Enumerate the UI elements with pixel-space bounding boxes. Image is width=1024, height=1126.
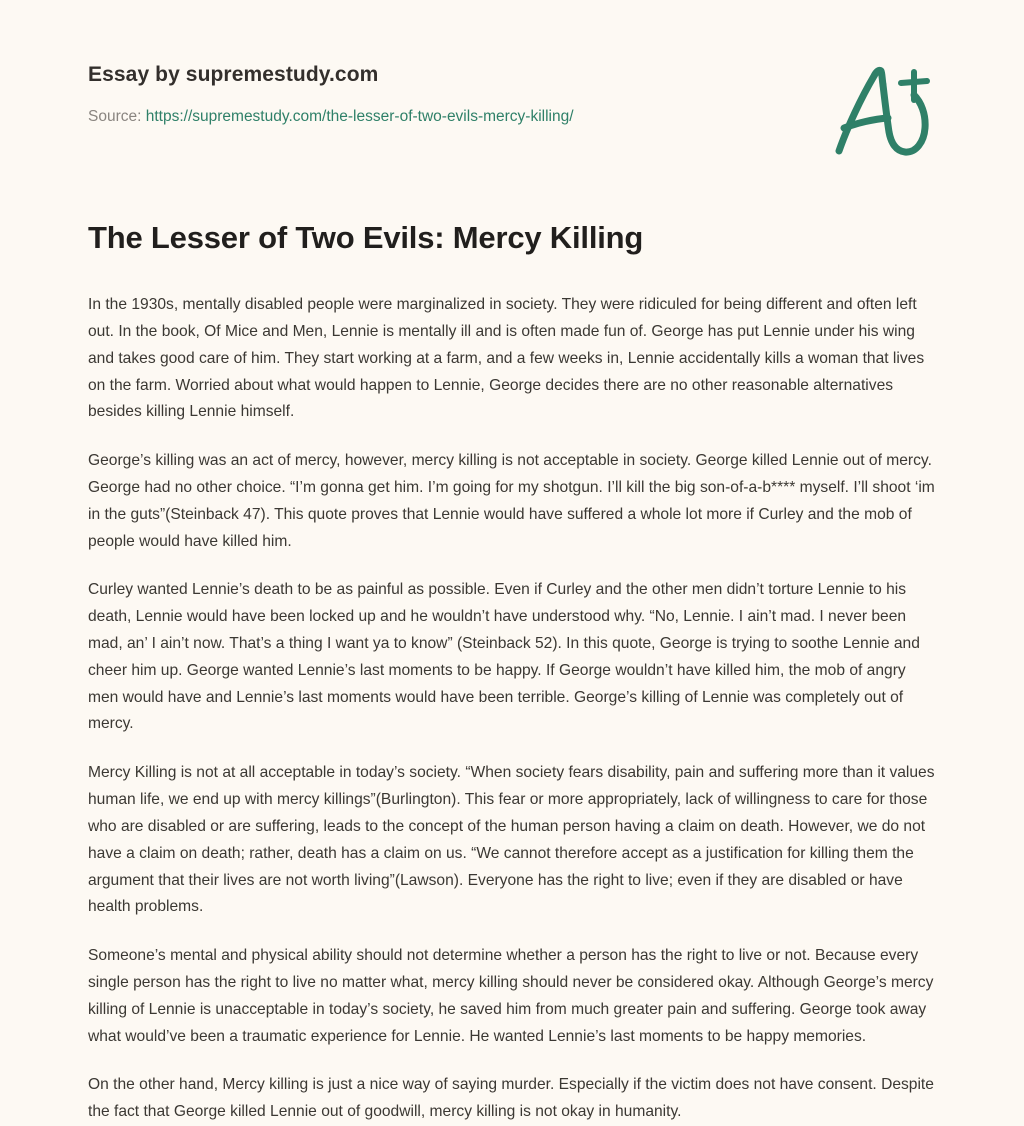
paragraph: On the other hand, Mercy killing is just a nice way of saying murder. Especially if the victim does not have consent. Despite the fact that George killed Lennie out of goodwill, mercy killing is not okay in humanity. [88, 1076, 934, 1121]
page-title: The Lesser of Two Evils: Mercy Killing [88, 220, 644, 256]
essay-attribution: Essay by supremestudy.com [88, 63, 379, 86]
source-url-link[interactable]: https://supremestudy.com/the-lesser-of-two-evils-mercy-killing/ [145, 108, 574, 126]
paragraph: Curley wanted Lennie’s death to be as painful as possible. Even if Curley and the other men didn’t torture Lennie to his death, Lennie would have been locked up and he wouldn’t have understood why. “No, Lennie. I ain’t mad. I never been mad, an’ I ain’t now. That’s a thing I want ya to know” (Steinback 52). In this quote, George is trying to soothe Lennie and cheer him up. George wanted Lennie’s last moments to be happy. If George wouldn’t have killed him, the mob of angry men would have and Lennie’s last moments would have been terrible. George’s killing of Lennie was completely out of mercy. [88, 581, 920, 733]
paragraph: Someone’s mental and physical ability should not determine whether a person has the right to live or not. Because every single person has the right to live no matter what, mercy killing should never be considered okay. Although George’s mercy killing of Lennie is unacceptable in today’s society, he saved him from much greater pain and suffering. George took away what would’ve been a traumatic experience for Lennie. He wanted Lennie’s last moments to be happy memories. [88, 947, 934, 1045]
paragraph: George’s killing was an act of mercy, however, mercy killing is not acceptable in society. George killed Lennie out of mercy. George had no other choice. “I’m gonna get him. I’m going for my shotgun. I’ll kill the big son-of-a-b**** myself. I’ll shoot ‘im in the guts”(Steinback 47). This quote proves that Lennie would have suffered a whole lot more if Curley and the mob of people would have killed him. [88, 452, 935, 550]
paragraph: Mercy Killing is not at all acceptable in today’s society. “When society fears disability, pain and suffering more than it values human life, we end up with mercy killings”(Burlington). This fear or more appropriately, lack of willingness to care for those who are disabled or are suffering, leads to the concept of the human person having a claim on death. However, we do not have a claim on death; rather, death has a claim on us. “We cannot therefore accept as a justification for killing them the argument that their lives are not worth living”(Lawson). Everyone has the right to live; even if they are disabled or have health problems. [88, 764, 935, 916]
a-plus-logo-icon [826, 52, 936, 164]
document-header [88, 0, 936, 127]
source-line [88, 107, 936, 127]
paragraph: In the 1930s, mentally disabled people were marginalized in society. They were ridiculed for being different and often left out. In the book, Of Mice and Men, Lennie is mentally ill and is often made fun of. George has put Lennie under his wing and takes good care of him. They start working at a farm, and a few weeks in, Lennie accidentally kills a woman that lives on the farm. Worried about what would happen to Lennie, George decides there are no other reasonable alternatives besides killing Lennie himself. [88, 296, 925, 421]
supremestudy-logo [826, 52, 936, 164]
essay-body [88, 258, 936, 1126]
source-label: Source: [88, 108, 142, 126]
